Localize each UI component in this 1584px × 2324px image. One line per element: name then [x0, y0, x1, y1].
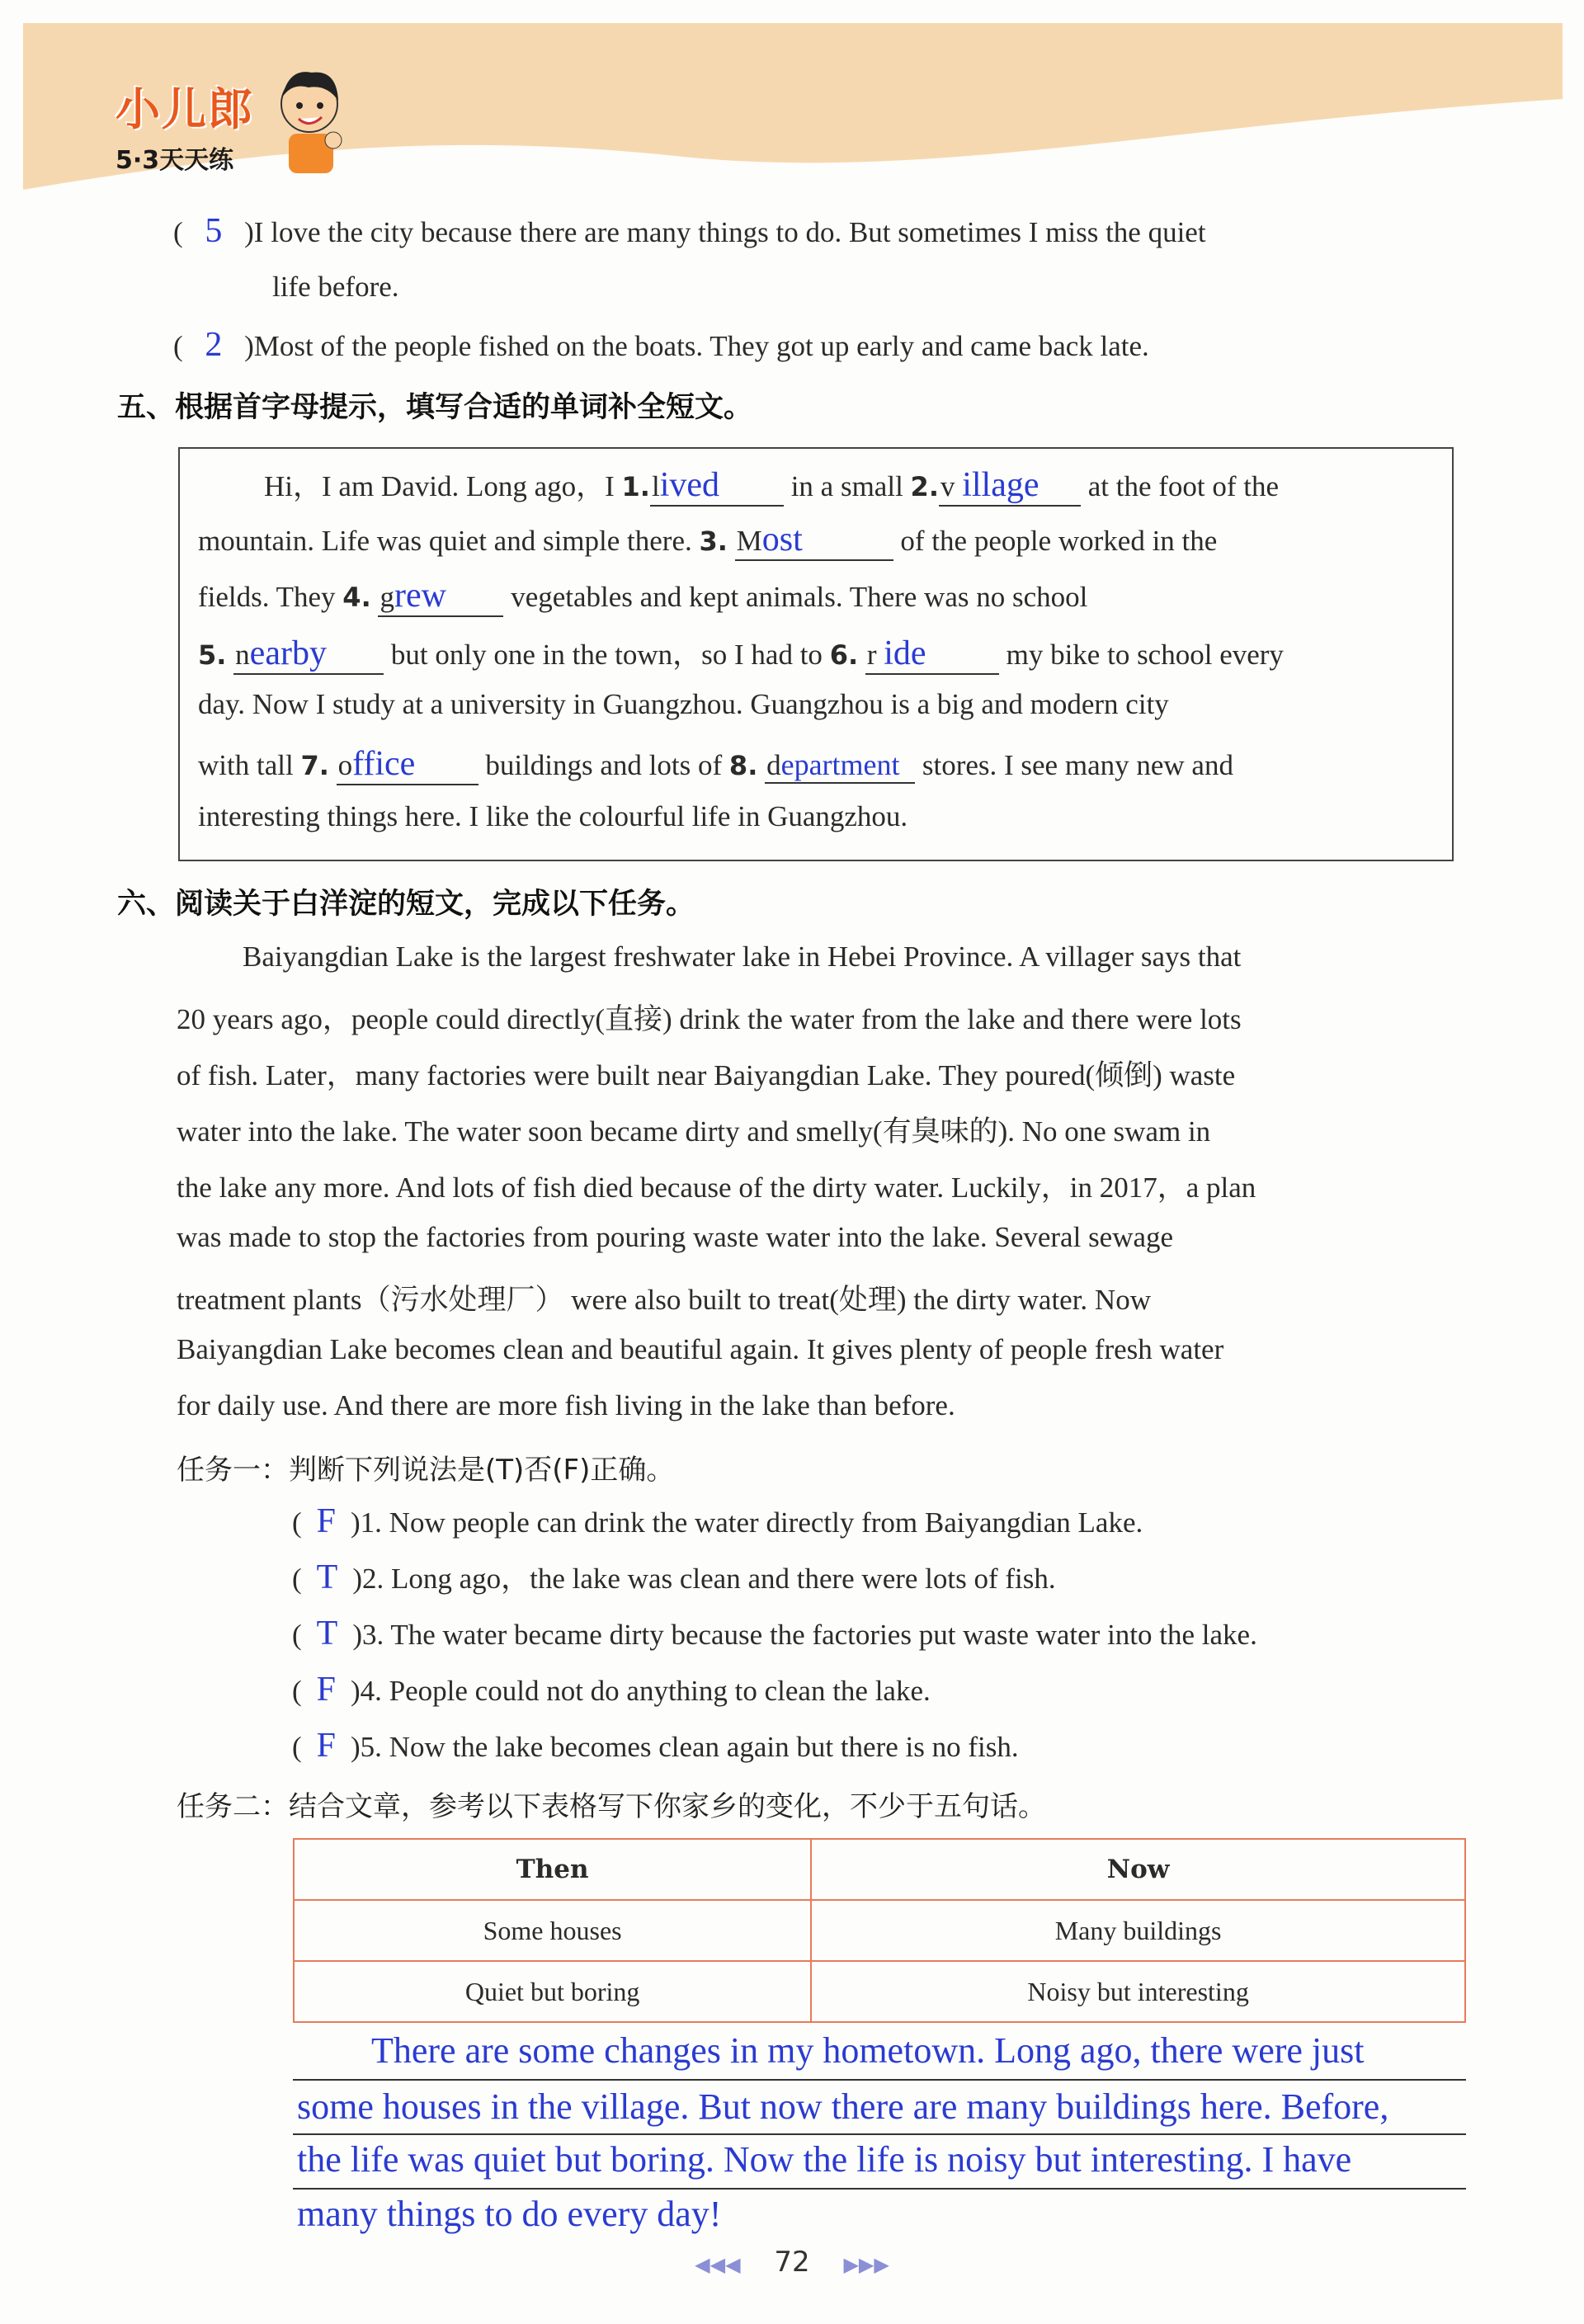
- cloze-line-7: interesting things here. I like the colourful life in Guangzhou.: [198, 800, 908, 832]
- answer-mark: F: [316, 1671, 337, 1709]
- match-text: )I love the city because there are many things to do. But sometimes I miss the quiet: [244, 216, 1206, 248]
- table-cell: Quiet but boring: [294, 1961, 811, 2022]
- table-header-then: Then: [294, 1839, 811, 1900]
- tf-item-3: ( T )3. The water became dirty because the factories put waste water into the lake.: [292, 1615, 1257, 1652]
- hometown-table: [293, 1838, 1466, 2023]
- reading-line-9: for daily use. And there are more fish living in the lake than before.: [177, 1389, 955, 1421]
- essay-line-1: There are some changes in my hometown. Long ago, there were just: [371, 2030, 1365, 2071]
- match-text: )Most of the people fished on the boats. They got up early and came back late.: [244, 330, 1149, 362]
- cloze-line-5: day. Now I study at a university in Guangzhou. Guangzhou is a big and modern city: [198, 688, 1169, 720]
- reading-line-6: was made to stop the factories from pouring waste water into the lake. Several sewage: [177, 1221, 1174, 1253]
- cloze-line-4: 5. nearby but only one in the town，so I had to 6. r ide my bike to school every: [198, 632, 1284, 675]
- cloze-line-6: with tall 7. office buildings and lots of 8. department stores. I see many new and: [198, 744, 1233, 785]
- task-1-title: 任务一：判断下列说法是(T)否(F)正确。: [177, 1454, 675, 1487]
- match-item-1-cont: life before.: [272, 271, 399, 303]
- table-header-row: [294, 1839, 1465, 1900]
- answer-mark: F: [316, 1727, 337, 1765]
- tf-item-4: ( F )4. People could not do anything to clean the lake.: [292, 1671, 931, 1709]
- section-5-heading: 五、根据首字母提示，填写合适的单词补全短文。: [117, 391, 753, 424]
- mascot-boy-icon: [272, 64, 346, 180]
- logo-title: 小儿郎: [116, 83, 254, 135]
- reading-line-5: the lake any more. And lots of fish died because of the dirty water. Luckily，in 2017，a plan: [177, 1171, 1256, 1204]
- table-cell: Many buildings: [811, 1900, 1465, 1961]
- writing-line: [293, 2188, 1466, 2190]
- reading-line-7: treatment plants（污水处理厂） were also built to treat(处理) the dirty water. Now: [177, 1284, 1151, 1316]
- cloze-line-1: Hi，I am David. Long ago，I 1.lived in a small 2.v illage at the foot of the: [264, 464, 1279, 507]
- essay-line-2: some houses in the village. But now there are many buildings here. Before,: [297, 2086, 1389, 2127]
- match-item-2: ( 2 )Most of the people fished on the boats. They got up early and came back late.: [173, 326, 1149, 364]
- cloze-line-2: mountain. Life was quiet and simple there. 3. Most of the people worked in the: [198, 520, 1217, 561]
- blank-8[interactable]: department: [765, 747, 915, 784]
- cloze-line-3: fields. They 4. grew vegetables and kept animals. There was no school: [198, 576, 1087, 617]
- blank-1[interactable]: lived: [650, 465, 784, 507]
- table-cell: Some houses: [294, 1900, 811, 1961]
- table-cell: Noisy but interesting: [811, 1961, 1465, 2022]
- table-header-now: Now: [811, 1839, 1465, 1900]
- answer-mark: F: [316, 1502, 337, 1540]
- reading-line-4: water into the lake. The water soon became dirty and smelly(有臭味的). No one swam in: [177, 1115, 1211, 1148]
- task-2-title: 任务二：结合文章，参考以下表格写下你家乡的变化，不少于五句话。: [177, 1790, 1046, 1823]
- answer-mark: 2: [205, 326, 223, 364]
- blank-5[interactable]: nearby: [233, 634, 384, 675]
- answer-mark: T: [316, 1558, 338, 1596]
- brand-logo: [116, 74, 254, 176]
- answer-mark: 5: [205, 212, 223, 250]
- blank-7[interactable]: office: [337, 744, 478, 785]
- reading-line-1: Baiyangdian Lake is the largest freshwater lake in Hebei Province. A villager says that: [243, 940, 1242, 973]
- tf-item-2: ( T )2. Long ago，the lake was clean and there were lots of fish.: [292, 1558, 1056, 1596]
- reading-line-8: Baiyangdian Lake becomes clean and beautiful again. It gives plenty of people fresh water: [177, 1333, 1224, 1365]
- table-row: [294, 1900, 1465, 1961]
- prev-arrows-icon: ◀◀◀: [695, 2253, 741, 2276]
- reading-line-2: 20 years ago，people could directly(直接) drink the water from the lake and there were lots: [177, 1003, 1242, 1035]
- section-6-heading: 六、阅读关于白洋淀的短文，完成以下任务。: [117, 888, 695, 921]
- reading-line-3: of fish. Later，many factories were built near Baiyangdian Lake. They poured(倾倒) waste: [177, 1059, 1236, 1091]
- answer-mark: T: [316, 1615, 338, 1652]
- blank-2[interactable]: v illage: [939, 465, 1081, 507]
- tf-item-1: ( F )1. Now people can drink the water directly from Baiyangdian Lake.: [292, 1502, 1143, 1540]
- essay-line-4: many things to do every day!: [297, 2194, 722, 2234]
- logo-subtitle: 5·3天天练: [116, 146, 234, 175]
- essay-line-3: the life was quiet but boring. Now the life is noisy but interesting. I have: [297, 2139, 1352, 2180]
- table-row: [294, 1961, 1465, 2022]
- blank-6[interactable]: r ide: [865, 634, 999, 675]
- page-number: [0, 2246, 1584, 2279]
- page-number-text: 72: [774, 2246, 810, 2279]
- writing-line: [293, 2079, 1466, 2081]
- next-arrows-icon: ▶▶▶: [843, 2253, 889, 2276]
- writing-line: [293, 2133, 1466, 2135]
- blank-4[interactable]: grew: [378, 576, 503, 617]
- blank-3[interactable]: Most: [735, 520, 893, 561]
- match-item-1: ( 5 )I love the city because there are many things to do. But sometimes I miss the quiet: [173, 212, 1206, 250]
- tf-item-5: ( F )5. Now the lake becomes clean again but there is no fish.: [292, 1727, 1019, 1765]
